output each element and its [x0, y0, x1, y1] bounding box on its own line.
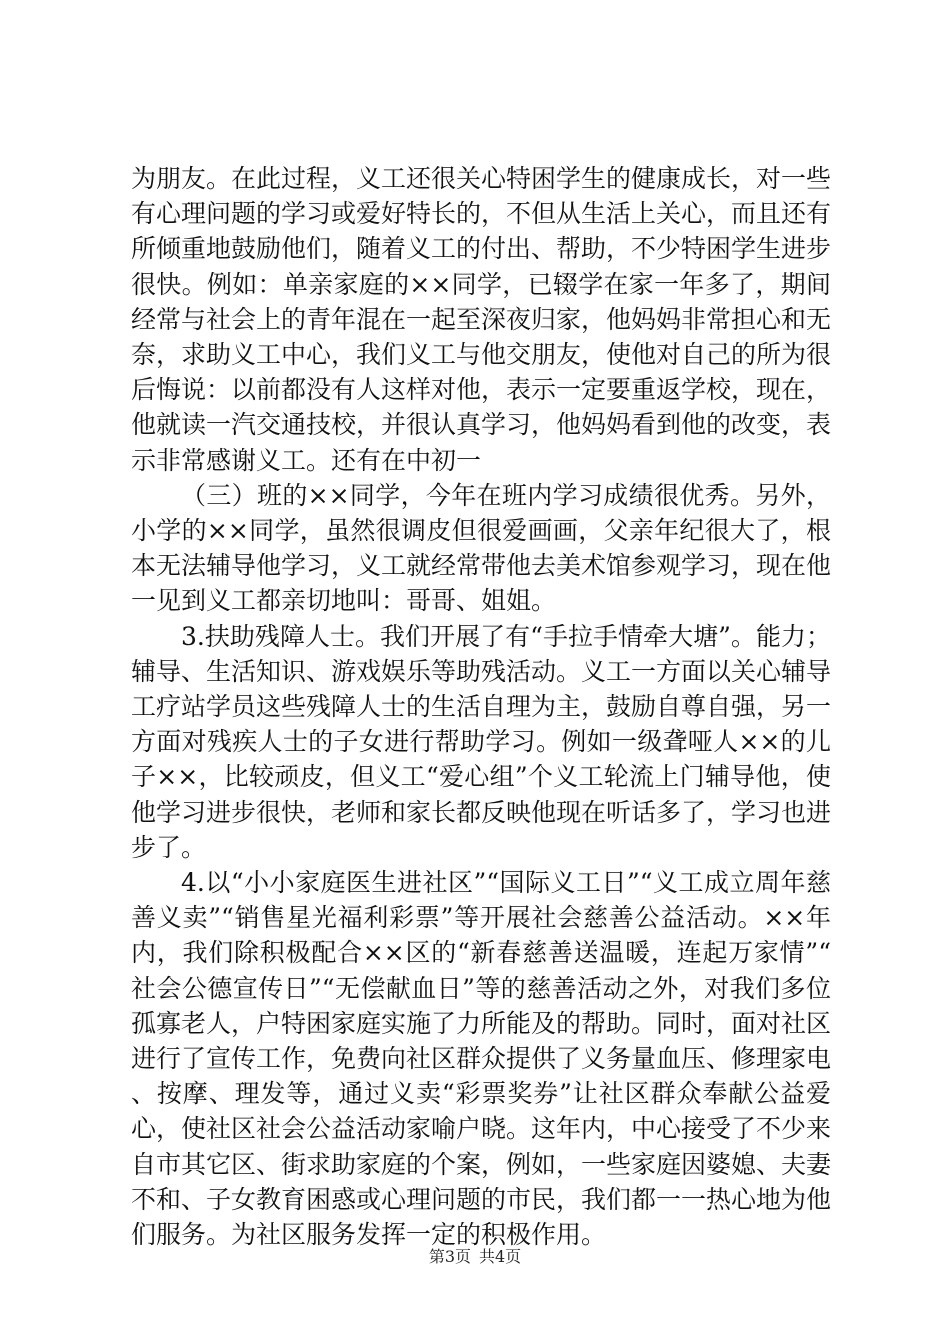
- paragraph-class-three: （三）班的××同学，今年在班内学习成绩很优秀。另外，小学的××同学，虽然很调皮但很爱画画，父亲年纪很大了，根本无法辅导他学习，义工就经常带他去美术馆参观学习，现在他一见到义工都亲切地叫：哥哥、姐姐。: [131, 480, 832, 616]
- paragraph-continuation: 为朋友。在此过程，义工还很关心特困学生的健康成长，对一些有心理问题的学习或爱好特长的，不但从生活上关心，而且还有所倾重地鼓励他们，随着义工的付出、帮助，不少特困学生进步很快。例如：单亲家庭的××同学，已辍学在家一年多了，期间经常与社会上的青年混在一起至深夜归家，他妈妈非常担心和无奈，求助义工中心，我们义工与他交朋友，使他对自己的所为很后悔说：以前都没有人这样对他，表示一定要重返学校，现在，他就读一汽交通技校，并很认真学习，他妈妈看到他的改变，表示非常感谢义工。还有在中初一: [131, 164, 832, 475]
- page-total: 共4页: [479, 1247, 522, 1266]
- page-footer: [0, 1244, 950, 1267]
- paragraph-charity-activities: 4.以“小小家庭医生进社区”“国际义工日”“义工成立周年慈善义卖”“销售星光福利彩票”等开展社会慈善公益活动。××年内，我们除积极配合××区的“新春慈善送温暖，连起万家情”“社会公德宣传日”“无偿献血日”等的慈善活动之外，对我们多位孤寡老人，户特困家庭实施了力所能及的帮助。同时，面对社区进行了宣传工作，免费向社区群众提供了义务量血压、修理家电、按摩、理发等，通过义卖“彩票奖券”让社区群众奉献公益爱心，使社区社会公益活动家喻户晓。这年内，中心接受了不少来自市其它区、街求助家庭的个案，例如，一些家庭因婆媳、夫妻不和、子女教育困惑或心理问题的市民，我们都一一热心地为他们服务。为社区服务发挥一定的积极作用。: [131, 868, 832, 1250]
- page-number: 第3页: [428, 1247, 471, 1266]
- paragraph-disabled-support: 3.扶助残障人士。我们开展了有“手拉手情牵大塘”。能力；辅导、生活知识、游戏娱乐等助残活动。义工一方面以关心辅导工疗站学员这些残障人士的生活自理为主，鼓励自尊自强，另一方面对残疾人士的子女进行帮助学习。例如一级聋哑人××的儿子××，比较顽皮，但义工“爱心组”个义工轮流上门辅导他，使他学习进步很快，老师和家长都反映他现在听话多了，学习也进步了。: [131, 621, 832, 862]
- document-body: [131, 161, 831, 1252]
